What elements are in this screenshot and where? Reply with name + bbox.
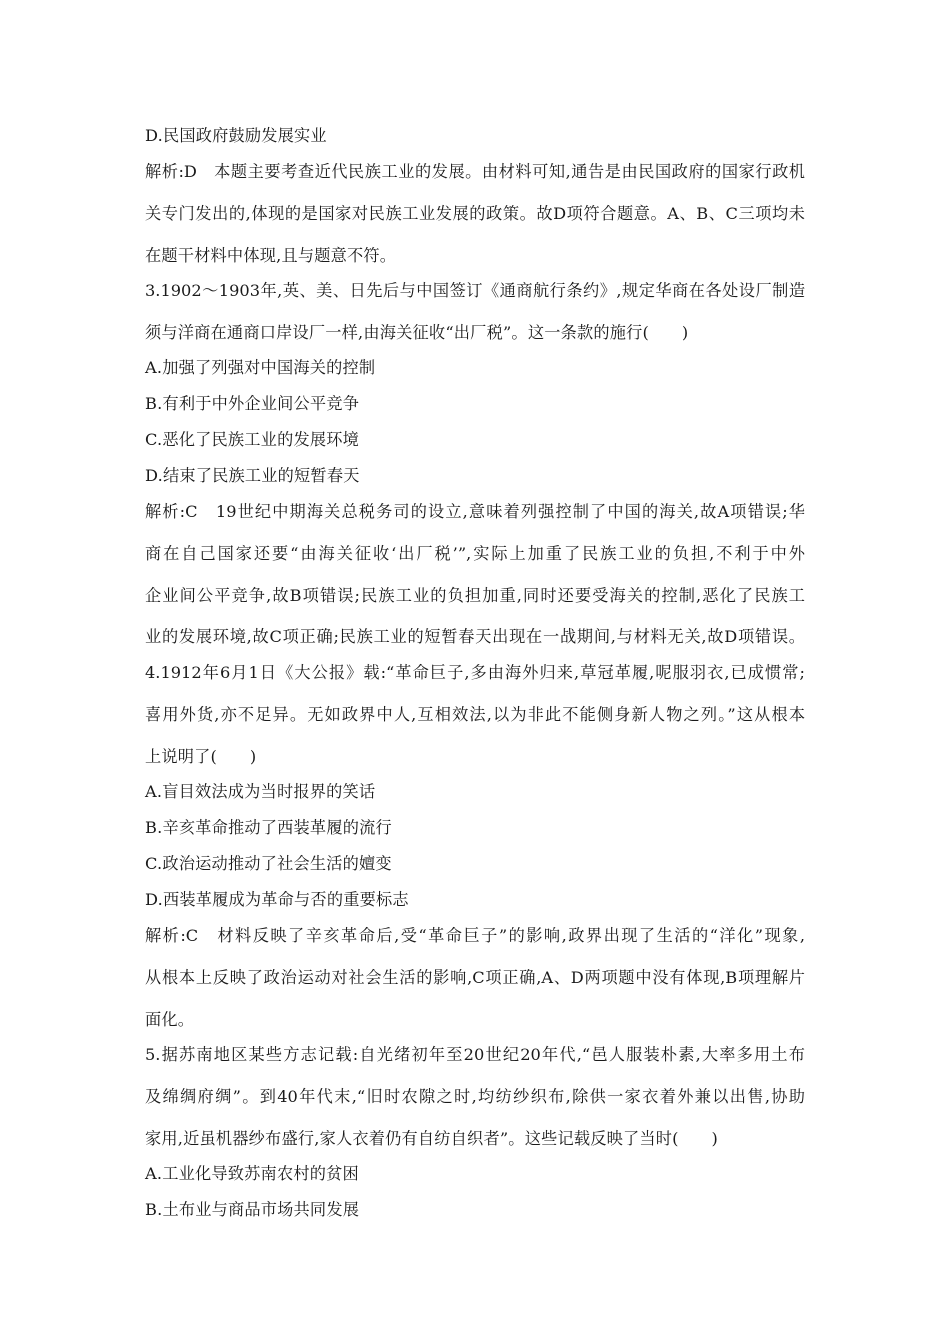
analysis-q4-line-1: 解析:C 材料反映了辛亥革命后,受“革命巨子”的影响,政界出现了生活的“洋化”现象, [145, 926, 805, 945]
question-3-line-1: 3.1902～1903年,英、美、日先后与中国签订《通商航行条约》,规定华商在各处设厂制造 [145, 281, 805, 300]
option-b-q5: B.土布业与商品市场共同发展 [145, 1200, 360, 1219]
option-a-q5: A.工业化导致苏南农村的贫困 [145, 1164, 359, 1183]
analysis-q4-line-2: 从根本上反映了政治运动对社会生活的影响,C项正确,A、D两项题中没有体现,B项理解片 [145, 968, 805, 987]
question-5-line-1: 5.据苏南地区某些方志记载:自光绪初年至20世纪20年代,“邑人服装朴素,大率多用土布 [145, 1045, 805, 1064]
analysis-q2-line-2: 关专门发出的,体现的是国家对民族工业发展的政策。故D项符合题意。A、B、C三项均未 [145, 204, 805, 223]
analysis-q3-line-3: 企业间公平竞争,故B项错误;民族工业的负担加重,同时还要受海关的控制,恶化了民族工 [145, 586, 805, 605]
question-5-line-2: 及绵绸府绸”。到40年代末,“旧时农隙之时,均纺纱织布,除供一家衣着外兼以出售,协助 [145, 1087, 805, 1106]
option-c-q4: C.政治运动推动了社会生活的嬗变 [145, 854, 392, 873]
option-b-q3: B.有利于中外企业间公平竞争 [145, 394, 360, 413]
option-d-q2: D.民国政府鼓励发展实业 [145, 126, 327, 145]
question-3-line-2: 须与洋商在通商口岸设厂一样,由海关征收“出厂税”。这一条款的施行( ) [145, 323, 689, 342]
analysis-q3-line-1: 解析:C 19世纪中期海关总税务司的设立,意味着列强控制了中国的海关,故A项错误;华 [145, 502, 805, 521]
analysis-q3-line-4: 业的发展环境,故C项正确;民族工业的短暂春天出现在一战期间,与材料无关,故D项错误。 [145, 627, 805, 646]
analysis-q2-line-1: 解析:D 本题主要考查近代民族工业的发展。由材料可知,通告是由民国政府的国家行政机 [145, 162, 805, 181]
analysis-q3-line-2: 商在自己国家还要“由海关征收‘出厂税’”,实际上加重了民族工业的负担,不利于中外 [145, 544, 805, 563]
option-d-q3: D.结束了民族工业的短暂春天 [145, 466, 360, 485]
question-5-line-3: 家用,近虽机器纱布盛行,家人衣着仍有自纺自织者”。这些记载反映了当时( ) [145, 1129, 718, 1148]
question-4-line-3: 上说明了( ) [145, 747, 257, 766]
question-4-line-1: 4.1912年6月1日《大公报》载:“革命巨子,多由海外归来,草冠革履,呢服羽衣,已成惯常; [145, 663, 805, 682]
analysis-q4-line-3: 面化。 [145, 1010, 195, 1029]
option-d-q4: D.西装革履成为革命与否的重要标志 [145, 890, 409, 909]
option-b-q4: B.辛亥革命推动了西装革履的流行 [145, 818, 392, 837]
option-a-q4: A.盲目效法成为当时报界的笑话 [145, 782, 376, 801]
question-4-line-2: 喜用外货,亦不足异。无如政界中人,互相效法,以为非此不能侧身新人物之列。”这从根本 [145, 705, 805, 724]
option-a-q3: A.加强了列强对中国海关的控制 [145, 358, 376, 377]
analysis-q2-line-3: 在题干材料中体现,且与题意不符。 [145, 246, 397, 265]
option-c-q3: C.恶化了民族工业的发展环境 [145, 430, 360, 449]
